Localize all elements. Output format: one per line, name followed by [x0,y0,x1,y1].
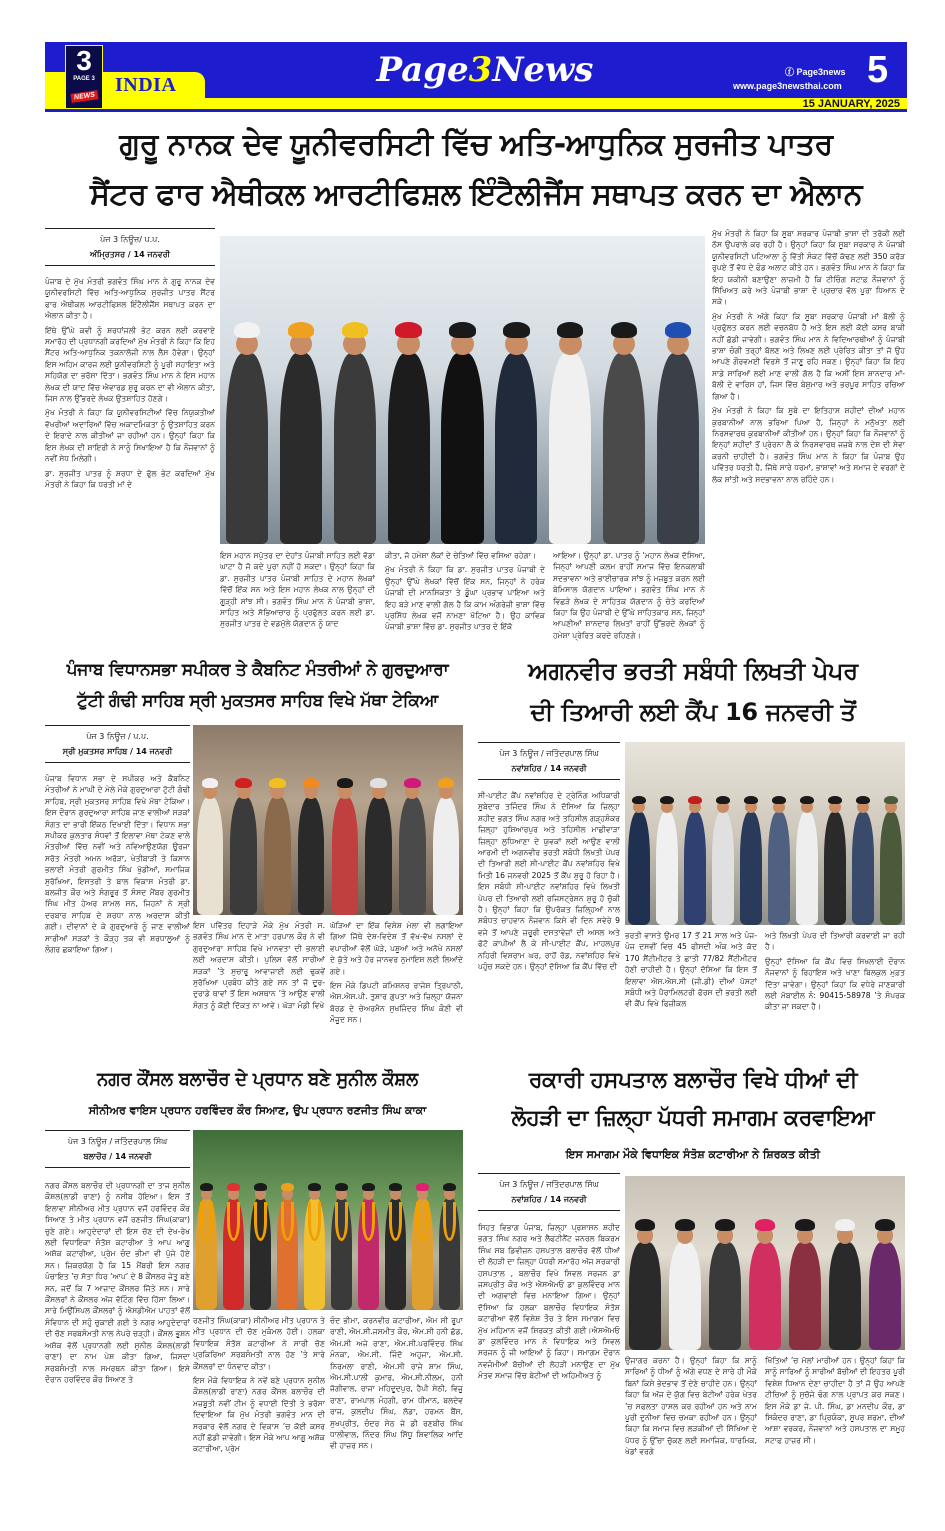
person-figure [712,812,734,925]
article-column [765,1355,905,1502]
person-figure [495,353,537,544]
turban [234,322,260,338]
turban [675,1219,694,1231]
article-column [712,228,905,648]
paragraph: ਰਣਜੀਤ ਸਿੰਘ(ਕਾਕਾ) ਸੀਨੀਅਰ ਮੀਤ ਪ੍ਰਧਾਨ ਤੇ ਮੀਤ ਪ੍ਰਧਾਨ ਦੀ ਚੋਣ ਮੁਕੰਮਲ ਹੋਈ। ਹਲਕਾ ਵਿਧਾਇਕ ਸੰਤੋਸ਼ ਕਟਾਰੀਆ ਨੇ ਸਾਰੀ ਚੋਣ ਪ੍ਰਕਿਰਿਆ ਸਰਬਸੰਮਤੀ ਨਾਲ ਹੋਣ ’ਤੇ ਸਾਰੇ ਕੌਂਸਲਰਾਂ ਦਾ ਧੰਨਵਾਦ ਕੀਤਾ। [193,1316,325,1371]
turban [716,796,730,804]
person-figure [740,812,762,925]
page3-logo [65,45,103,109]
person-figure [230,797,256,915]
byline-agency: ਪੇਜ 3 ਨਿਊਜ਼ / ਜਤਿੰਦਰਪਾਲ ਸਿੰਘ [67,1137,168,1146]
turban [828,796,842,804]
turban [715,1219,734,1231]
person-figure [709,1242,740,1350]
byline-agency: ਪੇਜ 3 ਨਿਊਜ਼ / ਜਤਿੰਦਰਪਾਲ ਸਿੰਘ [499,749,599,758]
social-handle [785,67,846,78]
flower-garland [281,1202,294,1241]
headline-line-2: ਟੁੱਟੀ ਗੰਢੀ ਸਾਹਿਬ ਸ੍ਰੀ ਮੁਕਤਸਰ ਸਾਹਿਬ ਵਿਖੇ ਮੱਥਾ ਟੇਕਿਆ [77,691,438,711]
turban [438,778,454,788]
byline-agency: ਪੇਜ 3 ਨਿਊਜ਼ / ਪ.ਪ. [86,732,149,741]
article-column [45,773,190,1053]
flower-garland [254,1202,267,1241]
headline-line-1: ਅਗਨਵੀਰ ਭਰਤੀ ਸਬੰਧੀ ਲਿਖਤੀ ਪੇਪਰ [528,657,858,685]
paragraph: ਉਨ੍ਹਾਂ ਦੱਸਿਆ ਕਿ ਕੈਂਪ ਵਿਚ ਸਿਖਲਾਈ ਦੌਰਾਨ ਨੌਜਵਾਨਾਂ ਨੂੰ ਰਿਹਾਇਸ਼ ਅਤੇ ਖਾਣਾ ਬਿਲਕੁਲ ਮੁਫ਼ਤ ਦਿੱਤਾ ਜਾਵੇਗਾ। ਉਨ੍ਹਾਂ ਕਿਹਾ ਕਿ ਵਧੇਰੇ ਜਾਣਕਾਰੀ ਲਈ ਮੋਬਾਈਲ ਨੰ: 90415-58978 ’ਤੇ ਸੰਪਰਕ ਕੀਤਾ ਜਾ ਸਕਦਾ ਹੈ। [765,956,905,1012]
person-figure [197,797,223,915]
dateline: ਸ੍ਰੀ ਮੁਕਤਸਰ ਸਾਹਿਬ / 14 ਜਨਵਰੀ [62,747,173,756]
logo-sub: PAGE 3 [73,76,95,82]
byline [45,725,190,763]
paragraph: ਭਰਤੀ ਵਾਸਤੇ ਉਮਰ 17 ਤੋਂ 21 ਸਾਲ ਅਤੇ ਪੰਜ-ਪੰਜ ਦਸਵੀਂ ਵਿਚ 45 ਫੀਸਦੀ ਅੰਕ ਅਤੇ ਕੱਦ 170 ਸੈਂਟੀਮੀਟਰ ਤੇ ਛਾਤੀ 77/82 ਸੈਂਟੀਮੀਟਰ ਹੋਣੀ ਚਾਹੀਦੀ ਹੈ। ਉਨ੍ਹਾਂ ਦੱਸਿਆ ਕਿ ਇਸ ਤੋਂ ਇਲਾਵਾ ਐਸ.ਐਸ.ਸੀ (ਜੀ.ਡੀ) ਦੀਆਂ ਪੋਸਟਾਂ ਸਬੰਧੀ ਅਤੇ ਪੈਰਾਮਿਲਟਰੀ ਫੋਰਸ ਦੀ ਭਰਤੀ ਲਈ ਵੀ ਕੈਂਪ ਵਿਖੇ ਫਿਜ਼ੀਕਲ [625,931,757,1009]
person-figure [332,797,358,915]
person-figure [829,1242,860,1350]
paragraph: ਪੰਜਾਬ ਵਿਧਾਨ ਸਭਾ ਦੇ ਸਪੀਕਰ ਅਤੇ ਕੈਬਨਿਟ ਮੰਤਰੀਆਂ ਨੇ ਮਾਘੀ ਦੇ ਮੇਲੇ ਮੌਕੇ ਗੁਰਦੁਆਰਾ ਟੁੱਟੀ ਗੰਢੀ ਸਾਹਿਬ, ਸ੍ਰੀ ਮੁਕਤਸਰ ਸਾਹਿਬ ਵਿਖੇ ਮੱਥਾ ਟੇਕਿਆ। ਇਸ ਦੌਰਾਨ ਗੁਰਦੁਆਰਾ ਸਾਹਿਬ ਜਾਣ ਵਾਲੀਆਂ ਸੜਕਾਂ ਸੰਗਤ ਦਾ ਭਾਰੀ ਇੱਕਠ ਦਿਖਾਈ ਦਿੱਤਾ। ਵਿਧਾਨ ਸਭਾ ਸਪੀਕਰ ਕੁਲਤਾਰ ਸੰਧਵਾਂ ਤੋਂ ਇਲਾਵਾ ਮੱਥਾ ਟੇਕਣ ਵਾਲੇ ਮੰਤਰੀਆਂ ਵਿੱਚ ਨਵੀਂ ਅਤੇ ਨਵਿਆਉਣਯੋਗ ਊਰਜਾ ਸਰੋਤ ਮੰਤਰੀ ਅਮਨ ਅਰੋੜਾ, ਖੇਤੀਬਾੜੀ ਤੇ ਕਿਸਾਨ ਭਲਾਈ ਮੰਤਰੀ ਗੁਰਮੀਤ ਸਿੰਘ ਖੁੱਡੀਆਂ, ਸਮਾਜਿਕ ਸੁਰੱਖਿਆ, ਇਸਤਰੀ ਤੇ ਬਾਲ ਵਿਕਾਸ ਮੰਤਰੀ ਡਾ. ਬਲਜੀਤ ਕੌਰ ਅਤੇ ਸੰਗਰੂਰ ਤੋਂ ਸੰਸਦ ਮੈਂਬਰ ਗੁਰਮੀਤ ਸਿੰਘ ਮੀਤ ਹੇਅਰ ਸ਼ਾਮਲ ਸਨ, ਜਿਹਨਾਂ ਨੇ ਸ੍ਰੀ ਦਰਬਾਰ ਸਾਹਿਬ ਦੇ ਸ਼ਰਧਾ ਨਾਲ ਅਰਦਾਸ ਕੀਤੀ ਗਈ। ਦੀਵਾਨਾਂ ਦੇ ਕੇ ਗੁਰਦੁਆਰੇ ਨੂੰ ਜਾਣ ਵਾਲੀਆਂ ਸਾਰੀਆਂ ਸੜਕਾਂ ਤੇ ਕੌੜ੍ਹ ਤਕ ਵੀ ਸ਼ਰਧਾਲੂਆਂ ਨੂੰ ਲੰਗਰ ਛਕਾਇਆ ਗਿਆ। [45,774,190,955]
brand-pre: Page [376,50,469,90]
subheadline: ਸੀਨੀਅਰ ਵਾਇਸ ਪ੍ਰਧਾਨ ਹਰਵਿੰਦਰ ਕੌਰ ਸਿਆਣ, ਉਪ ਪ੍ਰਧਾਨ ਰਣਜੀਤ ਸਿੰਘ ਕਾਕਾ [88,1104,427,1117]
turban [281,1183,294,1191]
article-column [45,1180,190,1502]
turban [227,1183,240,1191]
brand-post: News [492,50,594,90]
issue-date: 15 JANUARY, 2025 [802,98,900,110]
dateline: ਬਲਾਚੌਰ / 14 ਜਨਵਰੀ [83,1152,152,1161]
headline-line-1: ਪੰਜਾਬ ਵਿਧਾਨਸਭਾ ਸਪੀਕਰ ਤੇ ਕੈਬਨਿਟ ਮੰਤਰੀਆਂ ਨੇ ਗੁਰਦੁਆਰਾ [66,660,449,680]
turban [632,796,646,804]
article-column [478,790,620,1053]
article-column [45,276,215,648]
turban [772,796,786,804]
paragraph: ਇਸ ਪਵਿੱਤਰ ਦਿਹਾੜੇ ਮੌਕੇ ਮੁੱਖ ਮੰਤਰੀ ਸ. ਭਗਵੰਤ ਸਿੰਘ ਮਾਨ ਦੇ ਮਾਤਾ ਹਰਪਾਲ ਕੌਰ ਨੇ ਵੀ ਗੁਰਦੁਆਰਾ ਸਾਹਿਬ ਵਿਖੇ ਮਾਨਵਤਾ ਦੀ ਭਲਾਈ ਲਈ ਅਰਦਾਸ ਕੀਤੀ। ਪੁਲਿਸ ਵੱਲੋਂ ਸਾਰੀਆਂ ਸੜਕਾਂ ’ਤੇ ਸੁਚਾਰੂ ਆਵਾਜਾਈ ਲਈ ਢੁਕਵੇਂ ਸੁਰੱਖਿਆ ਪ੍ਰਬੰਧ ਕੀਤੇ ਗਏ ਸਨ ਤਾਂ ਜੋ ਦੂਰ-ਦੁਰਾਡੇ ਥਾਵਾਂ ਤੋਂ ਇਸ ਅਸਥਾਨ ’ਤੇ ਆਉਣ ਵਾਲੀ ਸੰਗਤ ਨੂੰ ਕੋਈ ਦਿੱਕਤ ਨਾ ਆਵੇ। ਘੋੜਾ ਮੰਡੀ ਵਿਖੇ [193,921,325,1010]
headline-line-2: ਦੀ ਤਿਆਰੀ ਲਈ ਕੈਂਪ 16 ਜਨਵਰੀ ਤੋਂ [530,698,856,726]
paragraph: ਕੀਤਾ, ਜੋ ਹਮੇਸ਼ਾ ਲੋਕਾਂ ਦੇ ਚੇਤਿਆਂ ਵਿੱਚ ਵਸਿਆ ਰਹੇਗਾ। [385,551,537,560]
paragraph: ਨਗਰ ਕੌਂਸਲ ਬਲਾਚੌਰ ਦੀ ਪ੍ਰਧਾਨਗੀ ਦਾ ਤਾਜ ਸੁਨੀਲ ਕੌਸ਼ਲ(ਲਾਡੀ ਰਾਣਾ) ਨੂੰ ਨਸੀਬ ਹੋਇਆ। ਇਸ ਤੋਂ ਇਲਾਵਾ ਸੀਨੀਅਰ ਮੀਤ ਪ੍ਰਧਾਨ ਵਜੋਂ ਹਰਵਿੰਦਰ ਕੌਰ ਸਿਆਣ ਤੇ ਮੀਤ ਪ੍ਰਧਾਨ ਵਜੋਂ ਰਣਜੀਤ ਸਿੰਘ(ਕਾਕਾ) ਚੁਣੇ ਗਏ। ਆਹੁਦੇਦਾਰਾਂ ਦੀ ਇਸ ਚੋਣ ਦੀ ਦੇਖ-ਰੇਖ ਲਈ ਵਿਧਾਇਕਾ ਸੰਤੋਸ਼ ਕਟਾਰੀਆ ਤੇ ਆਪ ਆਗੂ ਅਸ਼ੋਕ ਕਟਾਰੀਆ, ਪ੍ਰੇਮ ਚੰਦ ਭੀਮਾ ਵੀ ਪੁੱਜੇ ਹੋਏ ਸਨ। ਜ਼ਿਕਰਯੋਗ ਹੈ ਕਿ 15 ਮੈਂਬਰੀ ਇਸ ਨਗਰ ਪੰਚਾਇਤ ’ਚ ਸੱਤਾ ਧਿਰ ‘ਆਪ’ ਦੇ 8 ਕੌਂਸਲਰ ਜੇਤੂ ਬਣੇ ਸਨ, ਜਦੋਂ ਕਿ 7 ਆਜ਼ਾਦ ਕੌਂਸਲਰ ਜਿੱਤੇ ਸਨ। ਸਾਰੇ ਕੌਂਸਲਰਾਂ ਨੇ ਕੌਂਸਲਰ ਅੱਜ ਵੋਟਿੰਗ ਵਿੱਚ ਹਿੱਸਾ ਲਿਆ। ਸਾਰੇ ਮਿਉਂਸਿਪਲ ਕੌਂਸਲਰਾਂ ਨੂੰ ਐਸਡੀਐਮ ਪਾਹਤਾਂ ਵੱਲੋਂ ਸੰਵਿਧਾਨ ਦੀ ਸਹੁੰ ਚੁਕਾਈ ਗਈ ਤੇ ਨਗਰ ਆਹੁਦੇਦਾਰਾਂ ਦੀ ਚੋਣ ਸਰਬਸੰਮਤੀ ਨਾਲ ਨੇਪਰੇ ਚੜ੍ਹੀ। ਕੌਂਸਲ ਭੂਸ਼ਨ ਅਸ਼ੋਕ ਵੱਲੋਂ ਪ੍ਰਧਾਨਗੀ ਲਈ ਸੁਨੀਲ ਕੌਸ਼ਲ(ਲਾਡੀ ਰਾਣਾ) ਦਾ ਨਾਮ ਪੇਸ਼ ਕੀਤਾ ਗਿਆ, ਜਿਸਦਾ ਸਰਬਸੰਮਤੀ ਨਾਲ ਸਮਰਥਨ ਕੀਤਾ ਗਿਆ। ਇਸੇ ਦੌਰਾਨ ਹਰਵਿੰਦਰ ਕੌਰ ਸਿਆਣ ਤੇ [45,1181,190,1384]
person-figure [441,353,483,544]
person-figure [869,1242,900,1350]
person-figure [280,353,322,544]
paragraph: ਮੁੱਖ ਮੰਤਰੀ ਨੇ ਕਿਹਾ ਕਿ ਡਾ. ਸੁਰਜੀਤ ਪਾਤਰ ਪੰਜਾਬੀ ਦੇ ਉਨ੍ਹਾਂ ਉੱਘੇ ਲੇਖਕਾਂ ਵਿੱਚੋਂ ਇੱਕ ਸਨ, ਜਿਨ੍ਹਾਂ ਨੇ ਹਰੇਕ ਪੰਜਾਬੀ ਦੀ ਮਾਨਸਿਕਤਾ ਤੇ ਡੂੰਘਾ ਪ੍ਰਭਾਵ ਪਾਇਆ ਅਤੇ ਇਹ ਬੜੇ ਮਾਣ ਵਾਲੀ ਗੱਲ ਹੈ ਕਿ ਕਾਮ ਅੰਗਰੇਜ਼ੀ ਭਾਸ਼ਾ ਵਿੱਚ ਪ੍ਰਸਿੱਧ ਲੇਖਕ ਵਜੋਂ ਨਾਮਣਾ ਖੱਟਿਆ ਹੈ। ਉਹ ਕਾਵਿਕ ਪੰਜਾਬੀ ਭਾਸ਼ਾ ਵਿੱਚ ਡਾ. ਸੁਰਜੀਤ ਪਾਤਰ ਦੇ ਇੱਕੋ [385,565,545,632]
paragraph: ਇਸ ਮਹਾਨ ਸਪੁੱਤਰ ਦਾ ਦੇਹਾਂਤ ਪੰਜਾਬੀ ਸਾਹਿਤ ਲਈ ਵੱਡਾ ਘਾਟਾ ਹੈ ਜੋ ਕਦੇ ਪੂਰਾ ਨਹੀਂ ਹੋ ਸਕਦਾ। ਉਨ੍ਹਾਂ ਕਿਹਾ ਕਿ ਡਾ. ਸੁਰਜੀਤ ਪਾਤਰ ਪੰਜਾਬੀ ਸਾਹਿਤ ਦੇ ਮਹਾਨ ਲੇਖਕਾਂ ਵਿੱਚੋਂ ਇੱਕ ਸਨ ਅਤੇ ਇਸ ਮਹਾਨ ਲੇਖਕ ਨਾਲ ਉਨ੍ਹਾਂ ਦੀ ਗੂੜ੍ਹੀ ਸਾਂਝ ਸੀ। ਭਗਵੰਤ ਸਿੰਘ ਮਾਨ ਨੇ ਪੰਜਾਬੀ ਭਾਸ਼ਾ, ਸਾਹਿਤ ਅਤੇ ਸੱਭਿਆਚਾਰ ਨੂੰ ਪ੍ਰਫੁੱਲਤ ਕਰਨ ਲਈ ਡਾ. ਸੁਰਜੀਤ ਪਾਤਰ ਦੇ ਵਡਮੁੱਲੇ ਯੋਗਦਾਨ ਨੂੰ ਯਾਦ [220,551,375,629]
paragraph: ਇੱਥੇ ਉੱਘੇ ਕਵੀ ਨੂੰ ਸ਼ਰਧਾਂਜਲੀ ਭੇਟ ਕਰਨ ਲਈ ਕਰਵਾਏ ਸਮਾਰੋਹ ਦੀ ਪ੍ਰਧਾਨਗੀ ਕਰਦਿਆਂ ਮੁੱਖ ਮੰਤਰੀ ਨੇ ਕਿਹਾ ਕਿ ਇਹ ਸੈਂਟਰ ਅਤਿ-ਆਧੁਨਿਕ ਤਕਨਾਲੋਜੀ ਨਾਲ ਲੈਸ ਹੋਵੇਗਾ। ਉਨ੍ਹਾਂ ਇਸ ਅਹਿਮ ਕਾਰਜ ਲਈ ਯੂਨੀਵਰਸਿਟੀ ਨੂੰ ਪੂਰੀ ਸਹਾਇਤਾ ਅਤੇ ਸਹਿਯੋਗ ਦਾ ਭਰੋਸਾ ਦਿੱਤਾ। ਭਗਵੰਤ ਸਿੰਘ ਮਾਨ ਨੇ ਇਸ ਮਹਾਨ ਲੇਖਕ ਦੀ ਯਾਦ ਵਿੱਚ ਐਵਾਰਡ ਸ਼ੁਰੂ ਕਰਨ ਦਾ ਵੀ ਐਲਾਨ ਕੀਤਾ, ਜਿਸ ਨਾਲ ਉੱਭਰਦੇ ਲੇਖਕ ਉਤਸ਼ਾਹਿਤ ਹੋਣਗੇ। [45,325,215,404]
paragraph: ਇਸ ਮੌਕੇ ਡਿਪਟੀ ਕਮਿਸ਼ਨਰ ਰਾਜੇਸ਼ ਤ੍ਰਿਪਾਠੀ, ਐਸ.ਐਸ.ਪੀ. ਤੁਸ਼ਾਰ ਗੁਪਤਾ ਅਤੇ ਜ਼ਿਲ੍ਹਾ ਯੋਜਨਾ ਬੋਰਡ ਦੇ ਚੇਅਰਮੈਨ ਸੁਖਜਿੰਦਰ ਸਿੰਘ ਕੌਣੀ ਵੀ ਮੌਜੂਦ ਸਨ। [330,981,463,1025]
photo-award-ceremony [220,236,705,544]
article-column [385,550,545,648]
turban [404,778,420,788]
logo-number: 3 [76,45,92,76]
article-column [765,930,905,1053]
article-column [478,1222,620,1502]
headline-line-2: ਲੋਹੜੀ ਦਾ ਜ਼ਿਲ੍ਹਾ ਪੱਧਰੀ ਸਮਾਗਮ ਕਰਵਾਇਆ [511,1106,875,1131]
turban [795,1219,814,1231]
website-link: www.page3newsthai.com [733,81,842,91]
photo-lohri-event [625,1176,905,1350]
person-figure [603,353,645,544]
turban [744,796,758,804]
paragraph: ਆਇਆ। ਉਨ੍ਹਾਂ ਡਾ. ਪਾਤਰ ਨੂੰ ‘ਮਹਾਨ ਲੇਖਕ ਦੱਸਿਆ, ਜਿਨ੍ਹਾਂ ਆਪਣੀ ਕਲਮ ਰਾਹੀਂ ਸਮਾਜ ਵਿੱਚ ਇਨਕਲਾਬੀ ਸਦਭਾਵਨਾ ਅਤੇ ਭਾਈਚਾਰਕ ਸਾਂਝ ਨੂੰ ਮਜ਼ਬੂਤ ਕਰਨ ਲਈ ਬੇਮਿਸਾਲ ਯੋਗਦਾਨ ਪਾਇਆ। ਭਗਵੰਤ ਸਿੰਘ ਮਾਨ ਨੇ ਵਿਛੜੇ ਲੇਖਕ ਦੇ ਸਾਹਿਤਕ ਯੋਗਦਾਨ ਨੂੰ ਚੇਤੇ ਕਰਦਿਆਂ ਕਿਹਾ ਕਿ ਉਹ ਪੰਜਾਬੀ ਦੇ ਉੱਘੇ ਸਾਹਿਤਕਾਰ ਸਨ, ਜਿਨ੍ਹਾਂ ਆਪਣੀਆਂ ਸ਼ਾਨਦਾਰ ਲਿਖਤਾਂ ਰਾਹੀਂ ਉੱਭਰਦੇ ਲੇਖਕਾਂ ਨੂੰ ਹਮੇਸ਼ਾ ਪ੍ਰੇਰਿਤ ਕਰਦੇ ਰਹਿਣਗੇ। [553,551,705,640]
logo-news: NEWS [70,90,98,103]
article-column [330,920,463,1053]
flower-garland [443,1202,456,1241]
paragraph: ਖਿੱਤਿਆਂ ’ਚ ਮੱਲਾਂ ਮਾਰੀਆਂ ਹਨ। ਉਨ੍ਹਾਂ ਕਿਹਾ ਕਿ ਸਾਨੂੰ ਸਾਰਿਆਂ ਨੂੰ ਸਾਰੀਆਂ ਬੱਚੀਆਂ ਦੀ ਇਹਤਰ ਪੂਰੀ ਵਿਸ਼ੇਸ਼ ਧਿਆਨ ਦੇਣਾ ਚਾਹੀਦਾ ਹੈ ਤਾਂ ਜੋ ਉਹ ਆਪਣੇ ਟੀਚਿਆਂ ਨੂੰ ਸੁਚੱਜੇ ਢੰਗ ਨਾਲ ਪ੍ਰਾਪਤ ਕਰ ਸਕਣ। ਇਸ ਮੌਕੇ ਡਾ ਜੇ. ਪੀ. ਸਿੰਘ, ਡਾ ਮਨਦੀਪ ਕੌਰ, ਡਾ ਸਿਕੰਦਰ ਰਾਣਾ, ਡਾ ਪ੍ਰਿਯੰਕਾ, ਸੂਪਰ ਸ਼ਰਮਾ, ਦੀਆਂ ਆਸ਼ਾ ਵਰਕਰ, ਨੌਜਵਾਨਾਂ ਅਤੇ ਹਸਪਤਾਲ ਦਾ ਸਮੂਹ ਸਟਾਫ ਹਾਜ਼ਰ ਸੀ। [765,1356,905,1445]
byline-agency: ਪੇਜ 3 ਨਿਊਜ਼/ ਪ.ਪ. [100,235,160,244]
turban [449,322,475,338]
article-column [625,1355,757,1502]
turban [856,796,870,804]
turban [389,1183,402,1191]
turban [303,778,319,788]
person-figure [749,1242,780,1350]
dateline: ਅੰਮ੍ਰਿਤਸਰ / 14 ਜਨਵਰੀ [89,250,171,259]
person-figure [656,812,678,925]
turban [688,796,702,804]
flower-garland [308,1202,321,1241]
paragraph: ਮੁੱਖ ਮੰਤਰੀ ਨੇ ਕਿਹਾ ਕਿ ਯੂਨੀਵਰਸਿਟੀਆਂ ਵਿੱਚ ਨਿਯੁਕਤੀਆਂ ਵੱਖਰੀਆਂ ਅਦਾਰਿਆਂ ਵਿੱਚ ਅਕਾਦਮਿਕਤਾ ਨੂੰ ਉਤਸ਼ਾਹਿਤ ਕਰਨ ਦੇ ਇਰਾਦੇ ਨਾਲ ਕੀਤੀਆਂ ਜਾ ਰਹੀਆਂ ਹਨ। ਉਨ੍ਹਾਂ ਕਿਹਾ ਕਿ ਇਸ ਲੇਖਕ ਦੀ ਸ਼ਾਇਰੀ ਨੇ ਸਾਨੂੰ ਸਿਖਾਇਆ ਹੈ ਕਿ ਨੌਜਵਾਨਾਂ ਨੂੰ ਨਵੀਂ ਸੇਧ ਮਿਲੇਗੀ। [45,408,215,464]
person-figure [684,812,706,925]
turban [235,778,251,788]
person-figure [628,812,650,925]
turban [202,778,218,788]
paragraph: ਪੰਜਾਬ ਦੇ ਮੁੱਖ ਮੰਤਰੀ ਭਗਵੰਤ ਸਿੰਘ ਮਾਨ ਨੇ ਗੁਰੂ ਨਾਨਕ ਦੇਵ ਯੂਨੀਵਰਸਿਟੀ ਵਿੱਚ ਅਤਿ-ਆਧੁਨਿਕ ਸੁਰਜੀਤ ਪਾਤਰ ਸੈਂਟਰ ਫਾਰ ਐਥੀਕਲ ਆਰਟੀਫਿਸ਼ਲ ਇੰਟੈਲੀਜੈਂਸ ਸਥਾਪਤ ਕਰਨ ਦਾ ਐਲਾਨ ਕੀਤਾ ਹੈ। [45,277,215,321]
brand-three: 3 [468,50,493,90]
person-figure [264,797,290,915]
turban [755,1219,774,1231]
flower-garland [389,1202,402,1241]
paragraph: ਡਾ. ਸੁਰਜੀਤ ਪਾਤਰ ਨੂੰ ਸ਼ਰਧਾ ਦੇ ਫੁੱਲ ਭੇਟ ਕਰਦਿਆਂ ਮੁੱਖ ਮੰਤਰੀ ਨੇ ਕਿਹਾ ਕਿ ਧਰਤੀ ਮਾਂ ਦੇ [45,468,215,489]
edition-label: INDIA [115,74,177,96]
paragraph: ਅਤੇ ਲਿਖਤੀ ਪੇਪਰ ਦੀ ਤਿਆਰੀ ਕਰਵਾਈ ਜਾ ਰਹੀ ਹੈ। [765,931,905,952]
paragraph: ਚੰਦ ਭੀਮਾ, ਕਰਨਵੀਰ ਕਟਾਰੀਆ, ਐਮ ਸੀ ਰੂਪਾ ਰਾਣੀ, ਐਮ.ਸੀ.ਜਸਮੀਤ ਕੌਰ, ਐਮ.ਸੀ ਹਨੀ ਛੱਡ, ਐਮ.ਸੀ ਅਜੇ ਰਾਣਾ, ਐਮ.ਸੀ.ਪਰਵਿੰਦਰ ਸਿੰਘ ਮੰਨਕਾ, ਐਮ.ਸੀ. ਜਿੰਦੋ ਅਹੁਜਾ, ਐਮ.ਸੀ. ਨਿਰਮਲਾ ਰਾਣੀ, ਐਮ.ਸੀ ਰਾਜੇ ਸ਼ਾਮ ਸਿੰਘ, ਐਮ.ਸੀ.ਪਾਲੀ ਕੁਮਾਰ, ਐਮ.ਸੀ.ਨੀਲਮ, ਹਨੀ ਜੋਗੀਵਾਲ, ਰਾਜਾ ਮਹਿਦੂਦਪੁਰ, ਹੈਪੀ ਸੇਠੀ, ਵਿਜੂ ਰਾਣਾ, ਰਾਮਪਾਲ ਮੰਹਗੀ, ਰਾਮ ਧੀਮਾਨ, ਬਲਦੇਵ ਰਾਜ, ਕੁਲਦੀਪ ਸਿੰਘ, ਲੱਡਾ, ਹਰਮਨ ਬੈਂਸ, ਸੁਖਪ੍ਰੀਤ, ਚੰਦਰ ਸੇਠ ਜੇ ਡੀ ਰਣਬੀਰ ਸਿੰਘ ਧਾਲੀਵਾਲ, ਨਿੰਦਰ ਸਿੰਘ ਸਿੱਧੂ ਸ਼ਿਵਾਲਿਕ ਆਦਿ ਵੀ ਹਾਜ਼ਰ ਸਨ। [330,1316,463,1451]
article-column [220,550,375,648]
paragraph: ਮੁੱਖ ਮੰਤਰੀ ਨੇ ਅੱਗੇ ਕਿਹਾ ਕਿ ਸੂਬਾ ਸਰਕਾਰ ਪੰਜਾਬੀ ਮਾਂ ਬੋਲੀ ਨੂੰ ਪ੍ਰਫੁੱਲਤ ਕਰਨ ਲਈ ਵਚਨਬੱਧ ਹੈ ਅਤੇ ਇਸ ਲਈ ਕੋਈ ਕਸਰ ਬਾਕੀ ਨਹੀਂ ਛੱਡੀ ਜਾਵੇਗੀ। ਭਗਵੰਤ ਸਿੰਘ ਮਾਨ ਨੇ ਵਿਦਿਆਰਥੀਆਂ ਨੂੰ ਪੰਜਾਬੀ ਭਾਸ਼ਾ ਚੰਗੀ ਤਰ੍ਹਾਂ ਬੋਲਣ ਅਤੇ ਲਿਖਣ ਲਈ ਪ੍ਰੇਰਿਤ ਕੀਤਾ ਤਾਂ ਜੋ ਉਹ ਆਪਣੇ ਗੌਰਵਮਈ ਵਿਰਸੇ ਤੋਂ ਜਾਣੂ ਰਹਿ ਸਕਣ। ਉਨ੍ਹਾਂ ਕਿਹਾ ਕਿ ਇਹ ਸਾਡੇ ਸਾਰਿਆਂ ਲਈ ਮਾਣ ਵਾਲੀ ਗੱਲ ਹੈ ਕਿ ਅਸੀਂ ਇਸ ਸ਼ਾਨਦਾਰ ਮਾਂ-ਬੋਲੀ ਦੇ ਵਾਰਿਸ ਹਾਂ, ਜਿਸ ਵਿੱਚ ਬੇਸ਼ੁਮਾਰ ਅਤੇ ਭਰਪੂਰ ਸਾਹਿਤ ਰਚਿਆ ਗਿਆ ਹੈ। [712,311,905,401]
person-figure [226,353,268,544]
turban [665,322,691,338]
person-figure [824,812,846,925]
article-column [193,920,325,1053]
turban [875,1219,894,1231]
turban [443,1183,456,1191]
headline-line-2: ਸੈਂਟਰ ਫਾਰ ਐਥੀਕਲ ਆਰਟੀਫਿਸ਼ਲ ਇੰਟੈਲੀਜੈਂਸ ਸਥਾਪਤ ਕਰਨ ਦਾ ਐਲਾਨ [89,177,863,212]
turban [269,778,285,788]
person-figure [796,812,818,925]
turban [884,796,898,804]
photo-gurdwara-visit [193,725,463,915]
article-column [330,1315,463,1502]
turban [342,322,368,338]
flower-garland [335,1202,348,1241]
page-number: 5 [867,49,889,91]
flower-garland [416,1202,429,1241]
turban [200,1183,213,1191]
turban [557,322,583,338]
person-figure [629,1242,660,1350]
turban [503,322,529,338]
paragraph: ਘੋੜਿਆਂ ਦਾ ਇੱਕ ਵਿਸ਼ੇਸ਼ ਮੇਲਾ ਵੀ ਲਗਾਇਆ ਗਿਆ ਜਿੱਥੇ ਦੇਸ਼-ਵਿਦੇਸ਼ ਤੋਂ ਵੱਖ-ਵੱਖ ਨਸਲਾਂ ਦੇ ਵਪਾਰੀਆਂ ਵੱਲੋਂ ਘੋੜੇ, ਪਸ਼ੂਆਂ ਅਤੇ ਅਨੋਖੇ ਨਸਲਾਂ ਦੇ ਕੁੱਤੇ ਅਤੇ ਹੋਰ ਜਾਨਵਰ ਨੁਮਾਇਸ਼ ਲਈ ਲਿਆਂਦੇ ਗਏ। [330,921,463,976]
paragraph: ਮੁੱਖ ਮੰਤਰੀ ਨੇ ਕਿਹਾ ਕਿ ਸੂਬੇ ਦਾ ਇਤਿਹਾਸ ਸ਼ਹੀਦਾਂ ਦੀਆਂ ਮਹਾਨ ਕੁਰਬਾਨੀਆਂ ਨਾਲ ਭਰਿਆ ਪਿਆ ਹੈ, ਜਿਨ੍ਹਾਂ ਨੇ ਮਨੁੱਖਤਾ ਲਈ ਨਿਰਸਵਾਰਥ ਕੁਰਬਾਨੀਆਂ ਕੀਤੀਆਂ ਹਨ। ਉਨ੍ਹਾਂ ਕਿਹਾ ਕਿ ਨੌਜਵਾਨਾਂ ਨੂੰ ਇਨ੍ਹਾਂ ਸ਼ਹੀਦਾਂ ਤੋਂ ਪ੍ਰੇਰਨਾ ਲੈ ਕੇ ਨਿਰਸਵਾਰਥ ਜਜ਼ਬੇ ਨਾਲ ਦੇਸ਼ ਦੀ ਸੇਵਾ ਕਰਨੀ ਚਾਹੀਦੀ ਹੈ। ਭਗਵੰਤ ਸਿੰਘ ਮਾਨ ਨੇ ਕਿਹਾ ਕਿ ਪੰਜਾਬ ਉਹ ਪਵਿੱਤਰ ਧਰਤੀ ਹੈ, ਜਿੱਥੇ ਸਾਰੇ ਧਰਮਾਂ, ਭਾਸ਼ਾਵਾਂ ਅਤੇ ਸਮਾਜ ਦੇ ਵਰਗਾਂ ਦੇ ਲੋਕ ਸ਼ਾਂਤੀ ਅਤੇ ਸਦਭਾਵਨਾ ਨਾਲ ਰਹਿੰਦੇ ਹਨ। [712,406,905,484]
turban [254,1183,267,1191]
article-column [193,1315,325,1502]
newspaper-title [335,48,635,92]
byline [478,1173,620,1211]
person-figure [365,797,391,915]
turban [635,1219,654,1231]
person-figure [399,797,425,915]
turban [416,1183,429,1191]
photo-council-members [193,1130,463,1310]
subheadline: ਇਸ ਸਮਾਗਮ ਮੌਕੇ ਵਿਧਾਇਕ ਸੰਤੋਸ਼ ਕਟਾਰੀਆ ਨੇ ਸ਼ਿਰਕਤ ਕੀਤੀ [565,1148,821,1161]
facebook-icon: ⓕ [785,67,797,77]
person-figure [298,797,324,915]
turban [308,1183,321,1191]
article-column [625,930,757,1053]
flower-garland [362,1202,375,1241]
headline: ਨਗਰ ਕੌਂਸਲ ਬਲਾਚੌਰ ਦੇ ਪ੍ਰਧਾਨ ਬਣੇ ਸੁਨੀਲ ਕੌਸ਼ਲ [97,1069,418,1090]
turban [395,322,421,338]
turban [337,778,353,788]
byline [45,228,215,266]
article-column [553,550,705,648]
paragraph: ਉਜਾਗਰ ਕਰਨਾ ਹੈ। ਉਨ੍ਹਾਂ ਕਿਹਾ ਕਿ ਸਾਨੂੰ ਸਾਰਿਆਂ ਨੂੰ ਧੀਆਂ ਨੂੰ ਅੱਗੇ ਵਧਣ ਦੇ ਸਾਰੇ ਹੀ ਮੌਕੇ ਬਿਨਾਂ ਕਿਸੇ ਭੇਦਭਾਵ ਤੋਂ ਦੇਣੇ ਚਾਹੀਦੇ ਹਨ। ਉਨ੍ਹਾਂ ਕਿਹਾ ਕਿ ਅੱਜ ਦੇ ਯੁੱਗ ਵਿਚ ਬੇਟੀਆਂ ਹਰੇਕ ਖੇਤਰ ’ਚ ਸਫਲਤਾ ਹਾਸਲ ਕਰ ਰਹੀਆਂ ਹਨ ਅਤੇ ਨਾਮ ਪੂਰੀ ਦੁਨੀਆ ਵਿਚ ਚਮਕਾ ਰਹੀਆਂ ਹਨ। ਉਨ੍ਹਾਂ ਕਿਹਾ ਕਿ ਸਮਾਜ ਵਿਚ ਲੜਕੀਆਂ ਦੀ ਸਿੱਖਿਆ ਦੇ ਪੱਧਰ ਨੂੰ ਉੱਚਾ ਚੁੱਕਣ ਲਈ ਸਮਾਜਿਕ, ਧਾਰਮਿਕ, ਖੇਡਾਂ ਵਰਗੇ [625,1356,757,1457]
flower-garland [200,1202,213,1241]
person-figure [768,812,790,925]
masthead [45,42,907,112]
headline-line-1: ਗੁਰੂ ਨਾਨਕ ਦੇਵ ਯੂਨੀਵਰਸਿਟੀ ਵਿੱਚ ਅਤਿ-ਆਧੁਨਿਕ ਸੁਰਜੀਤ ਪਾਤਰ [119,127,833,162]
turban [335,1183,348,1191]
byline [478,742,620,780]
paragraph: ਸਿਹਤ ਵਿਭਾਗ ਪੰਜਾਬ, ਜ਼ਿਲ੍ਹਾ ਪ੍ਰਸ਼ਾਸਨ ਸ਼ਹੀਦ ਭਗਤ ਸਿੰਘ ਨਗਰ ਅਤੇ ਲੈਫਟੀਨੈਂਟ ਜਨਰਲ ਬਿਕਰਮ ਸਿੰਘ ਸਬ ਡਿਵੀਜ਼ਨ ਹਸਪਤਾਲ ਬਲਾਚੌਰ ਵੱਲੋਂ ਧੀਆਂ ਦੀ ਲੋਹੜੀ ਦਾ ਜ਼ਿਲ੍ਹਾ ਪੱਧਰੀ ਸਮਾਰੋਹ ਅੱਜ ਸਰਕਾਰੀ ਹਸਪਤਾਲ , ਬਲਾਚੌਰ ਵਿਖੇ ਸਿਵਲ ਸਰਜਨ ਡਾ ਜਸਪ੍ਰੀਤ ਕੌਰ ਅਤੇ ਐਸਐਮਓ ਡਾ ਕੁਲਵਿੰਦਰ ਮਾਨ ਦੀ ਅਗਵਾਈ ਵਿਚ ਮਨਾਇਆ ਗਿਆ। ਉਨ੍ਹਾਂ ਦੱਸਿਆ ਕਿ ਹਲਕਾ ਬਲਾਚੌਰ ਵਿਧਾਇਕ ਸੰਤੋਸ਼ ਕਟਾਰੀਆ ਵੱਲੋਂ ਵਿਸ਼ੇਸ਼ ਤੌਰ ਤੇ ਇਸ ਸਮਾਗਮ ਵਿਚ ਮੁੱਖ ਮਹਿਮਾਨ ਵਜੋਂ ਸ਼ਿਰਕਤ ਕੀਤੀ ਗਈ।ਐਸਐਮਓ ਡਾ ਕੁਲਵਿੰਦਰ ਮਾਨ ਨੇ ਵਿਧਾਇਕ ਅਤੇ ਸਿਵਲ ਸਰਜਨ ਨੂੰ ਜੀ ਆਇਆਂ ਨੂੰ ਕਿਹਾ। ਸਮਾਗਮ ਦੌਰਾਨ ਨਵਜੰਮੀਆਂ ਬੱਚੀਆਂ ਦੀ ਲੋਹੜੀ ਮਨਾਉਣ ਦਾ ਮੁੱਖ ਮੰਤਵ ਸਮਾਜ ਵਿੱਚ ਬੇਟੀਆਂ ਦੀ ਅਹਿਮੀਅਤ ਨੂੰ [478,1223,620,1381]
person-figure [388,353,430,544]
byline [45,1130,190,1168]
person-figure [334,353,376,544]
turban [800,796,814,804]
paragraph: ਮੁੱਖ ਮੰਤਰੀ ਨੇ ਕਿਹਾ ਕਿ ਸੂਬਾ ਸਰਕਾਰ ਪੰਜਾਬੀ ਭਾਸ਼ਾ ਦੀ ਤਰੱਕੀ ਲਈ ਠੋਸ ਉਪਰਾਲੇ ਕਰ ਰਹੀ ਹੈ। ਉਨ੍ਹਾਂ ਕਿਹਾ ਕਿ ਸੂਬਾ ਸਰਕਾਰ ਨੇ ਪੰਜਾਬੀ ਯੂਨੀਵਰਸਿਟੀ ਪਟਿਆਲਾ ਨੂੰ ਵਿੱਤੀ ਸੰਕਟ ਵਿੱਚੋਂ ਕੱਢਣ ਲਈ 350 ਕਰੋੜ ਰੁਪਏ ਤੋਂ ਵੱਧ ਦੇ ਫੰਡ ਅਲਾਟ ਕੀਤੇ ਹਨ। ਭਗਵੰਤ ਸਿੰਘ ਮਾਨ ਨੇ ਕਿਹਾ ਕਿ ਇਹ ਯਕੀਨੀ ਬਣਾਉਣਾ ਲਾਜ਼ਮੀ ਹੈ ਕਿ ਟੀਚਿੰਗ ਸਟਾਫ਼ ਨੌਜਵਾਨਾਂ ਨੂੰ ਸਿੱਖਿਅਤ ਕਰੇ ਅਤੇ ਪੰਜਾਬੀ ਭਾਸ਼ਾ ਦੇ ਪ੍ਰਚਾਰ ਵੱਲ ਪੂਰਾ ਧਿਆਨ ਦੇ ਸਕੇ। [712,229,905,307]
person-figure [789,1242,820,1350]
photo-training-camp [625,742,905,925]
byline-agency: ਪੇਜ 3 ਨਿਊਜ਼ / ਜਤਿੰਦਰਪਾਲ ਸਿੰਘ [499,1180,599,1189]
turban [370,778,386,788]
headline-line-1: ਰਕਾਰੀ ਹਸਪਤਾਲ ਬਲਾਚੌਰ ਵਿਖੇ ਧੀਆਂ ਦੀ [528,1068,858,1093]
turban [288,322,314,338]
paragraph: ਸੀ-ਪਾਈਟ ਕੈਂਪ ਨਵਾਂਸ਼ਹਿਰ ਦੇ ਟ੍ਰੇਨਿੰਗ ਅਧਿਕਾਰੀ ਸੂਬੇਦਾਰ ਤਜਿੰਦਰ ਸਿੰਘ ਨੇ ਦੱਸਿਆ ਕਿ ਜ਼ਿਲ੍ਹਾ ਸ਼ਹੀਦ ਭਗਤ ਸਿੰਘ ਨਗਰ ਅਤੇ ਤਹਿਸੀਲ ਗੜ੍ਹਸ਼ੰਕਰ ਜ਼ਿਲ੍ਹਾ ਹੁਸ਼ਿਆਰਪੁਰ ਅਤੇ ਤਹਿਸੀਲ ਮਾਛੀਵਾੜਾ ਜ਼ਿਲ੍ਹਾ ਲੁਧਿਆਣਾ ਦੇ ਯੁਵਕਾਂ ਲਈ ਆਉਣ ਵਾਲੀ ਆਰਮੀ ਦੀ ਅਗਨਵੀਰ ਭਰਤੀ ਸਬੰਧੀ ਲਿਖਤੀ ਪੇਪਰ ਦੀ ਤਿਆਰੀ ਲਈ ਸੀ-ਪਾਈਟ ਕੈਂਪ ਨਵਾਂਸ਼ਹਿਰ ਵਿਖੇ ਮਿਤੀ 16 ਜਨਵਰੀ 2025 ਤੋਂ ਕੈਂਪ ਸ਼ੁਰੂ ਹੋ ਰਿਹਾ ਹੈ। ਇਸ ਸਬੰਧੀ ਸੀ-ਪਾਈਟ ਨਵਾਂਸ਼ਹਿਰ ਵਿਖੇ ਲਿਖਤੀ ਪੇਪਰ ਦੀ ਤਿਆਰੀ ਲਈ ਰਜਿਸਟ੍ਰੇਸ਼ਨ ਸ਼ੁਰੂ ਹੋ ਚੁੱਕੀ ਹੈ। ਉਨ੍ਹਾਂ ਕਿਹਾ ਕਿ ਉਪਰੋਕਤ ਜ਼ਿਲ੍ਹਿਆਂ ਨਾਲ ਸਬੰਧਤ ਚਾਹਵਾਨ ਨੌਜਵਾਨ ਕਿਸੇ ਵੀ ਦਿਨ ਸਵੇਰੇ 9 ਵਜੇ ਤੋਂ ਆਪਣੇ ਜ਼ਰੂਰੀ ਦਸਤਾਵੇਜ਼ਾਂ ਦੀ ਅਸਲ ਅਤੇ ਫੋਟੋ ਕਾਪੀਆਂ ਲੈ ਕੇ ਸੀ-ਪਾਈਟ ਕੈਂਪ, ਮਾਹਲਪੁਰ ਨਹਿਰੀ ਵਿਸ਼ਰਾਮ ਘਰ, ਰਾਹੋਂ ਰੋਡ, ਨਵਾਂਸ਼ਹਿਰ ਵਿਖੇ ਪਹੁੰਚ ਸਕਦੇ ਹਨ। ਉਨ੍ਹਾਂ ਦੱਸਿਆ ਕਿ ਕੈਂਪ ਵਿੱਚ ਦੀ [478,791,620,972]
turban [362,1183,375,1191]
person-figure [657,353,699,544]
person-figure [880,812,902,925]
dateline: ਨਵਾਂਸ਼ਹਿਰ / 14 ਜਨਵਰੀ [511,1195,587,1204]
turban [835,1219,854,1231]
dateline: ਨਵਾਂਸ਼ਹਿਰ / 14 ਜਨਵਰੀ [511,764,587,773]
social-handle-text: Page3news [796,67,846,77]
turban [611,322,637,338]
person-figure [852,812,874,925]
person-figure [549,353,591,544]
flower-garland [227,1202,240,1241]
person-figure [669,1242,700,1350]
person-figure [433,797,459,915]
paragraph: ਇਸ ਮੌਕੇ ਵਿਧਾਇਕ ਨੇ ਨਵੇਂ ਬਣੇ ਪ੍ਰਧਾਨ ਸੁਨੀਲ ਕੌਸ਼ਲ(ਲਾਡੀ ਰਾਣਾ) ਨਗਰ ਕੌਂਸਲ ਬਲਾਚੌਰ ਦੀ ਮਜ਼ਬੂਤੀ ਨਵੀਂ ਟੀਮ ਨੂੰ ਵਧਾਈ ਦਿੱਤੀ ਤੇ ਭਰੋਸਾ ਦਿਵਾਇਆ ਕਿ ਮੁੱਖ ਮੰਤਰੀ ਭਗਵੰਤ ਮਾਨ ਦੀ ਸਰਕਾਰ ਵੱਲੋਂ ਨਗਰ ਦੇ ਵਿਕਾਸ ’ਚ ਕੋਈ ਕਸਰ ਨਹੀਂ ਛੱਡੀ ਜਾਵੇਗੀ। ਇਸ ਮੌਕੇ ਆਪ ਆਗੂ ਅਸ਼ੋਕ ਕਟਾਰੀਆ, ਪ੍ਰੇਮ [193,1376,325,1454]
turban [660,796,674,804]
